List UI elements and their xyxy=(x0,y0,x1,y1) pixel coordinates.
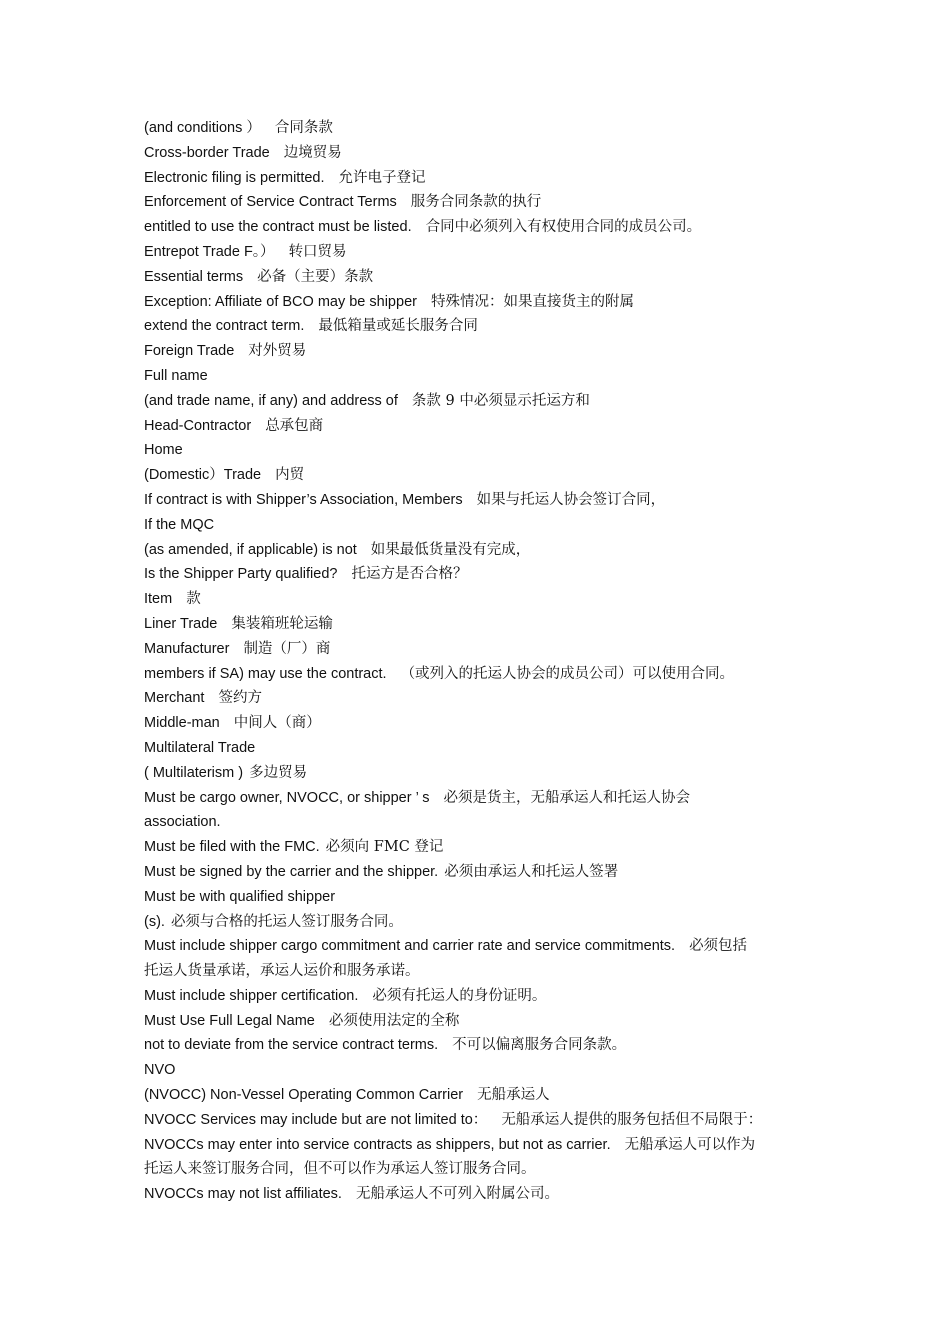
glossary-line xyxy=(144,686,808,711)
chinese-translation: 必须有托运人的身份证明。 xyxy=(372,987,547,1004)
english-term: association. xyxy=(144,814,221,831)
glossary-line xyxy=(144,637,808,662)
chinese-translation: 转口贸易 xyxy=(288,243,347,260)
glossary-line xyxy=(144,190,808,215)
english-term: NVOCCs may not list affiliates. xyxy=(144,1186,342,1203)
glossary-line xyxy=(144,1157,808,1182)
glossary-line xyxy=(144,612,808,637)
glossary-line xyxy=(144,463,808,488)
chinese-translation: 中间人（商） xyxy=(233,715,321,732)
english-term: Is the Shipper Party qualified? xyxy=(144,566,338,583)
glossary-line xyxy=(144,215,808,240)
glossary-line xyxy=(144,810,808,835)
english-term: (and trade name, if any) and address of xyxy=(144,392,398,409)
english-term: Full name xyxy=(144,367,208,384)
english-term: Middle-man xyxy=(144,715,220,732)
glossary-line xyxy=(144,240,808,265)
english-term: Essential terms xyxy=(144,268,244,285)
chinese-translation: 款 xyxy=(186,591,201,608)
chinese-translation: （或列入的托运人协会的成员公司）可以使用合同。 xyxy=(400,665,735,682)
english-term: Electronic filing is permitted. xyxy=(144,169,325,186)
chinese-translation: 签约方 xyxy=(218,690,262,707)
chinese-translation: 允许电子登记 xyxy=(338,169,426,186)
chinese-translation: 托运方是否合格？ xyxy=(351,566,468,583)
english-term: Multilateral Trade xyxy=(144,739,256,756)
chinese-translation: 集装箱班轮运输 xyxy=(231,615,333,632)
english-term: members if SA) may use the contract. xyxy=(144,665,387,682)
glossary-line xyxy=(144,984,808,1009)
glossary-line xyxy=(144,761,808,786)
glossary-line xyxy=(144,339,808,364)
chinese-translation: 必须是货主，无船承运人和托运人协会 xyxy=(443,789,691,806)
glossary-line xyxy=(144,438,808,463)
glossary-line xyxy=(144,1182,808,1207)
glossary-line xyxy=(144,141,808,166)
chinese-translation: 无船承运人不可列入附属公司。 xyxy=(355,1186,559,1203)
english-term: Manufacturer xyxy=(144,640,230,657)
english-term: ( Multilaterism ) xyxy=(144,764,244,781)
glossary-line xyxy=(144,934,808,959)
glossary-line xyxy=(144,860,808,885)
chinese-translation: 如果与托运人协会签订合同， xyxy=(476,491,666,508)
english-term: NVOCC Services may include but are not limited to： xyxy=(144,1111,488,1128)
glossary-line xyxy=(144,538,808,563)
chinese-translation: 边境贸易 xyxy=(283,144,342,161)
glossary-line xyxy=(144,513,808,538)
chinese-translation: 托运人来签订服务合同，但不可以作为承运人签订服务合同。 xyxy=(144,1161,536,1178)
glossary-line xyxy=(144,959,808,984)
english-term: Foreign Trade xyxy=(144,343,235,360)
english-term: Must include shipper certification. xyxy=(144,987,359,1004)
english-term: Must include shipper cargo commitment and carrier rate and service commitments. xyxy=(144,938,676,955)
chinese-translation: 合同条款 xyxy=(274,120,333,136)
chinese-translation: 服务合同条款的执行 xyxy=(410,194,542,211)
english-term: Must be filed with the FMC. xyxy=(144,839,320,856)
english-term: extend the contract term. xyxy=(144,318,305,335)
english-term: (NVOCC) Non-Vessel Operating Common Carrier xyxy=(144,1087,464,1104)
chinese-translation: 必须与合格的托运人签订服务合同。 xyxy=(170,913,403,930)
chinese-translation: 合同中必须列入有权使用合同的成员公司。 xyxy=(425,219,702,236)
chinese-translation: 必须包括 xyxy=(689,938,748,955)
glossary-line xyxy=(144,835,808,860)
chinese-translation: 总承包商 xyxy=(265,417,324,434)
chinese-translation: 不可以偏离服务合同条款。 xyxy=(452,1037,627,1054)
chinese-translation: 条款 9 中必须显示托运方和 xyxy=(411,392,590,409)
english-term: Must Use Full Legal Name xyxy=(144,1012,315,1029)
chinese-translation: 最低箱量或延长服务合同 xyxy=(318,318,478,335)
glossary-line xyxy=(144,265,808,290)
glossary-line xyxy=(144,1058,808,1083)
chinese-translation: 多边贸易 xyxy=(249,764,308,781)
chinese-translation: 无船承运人可以作为 xyxy=(624,1136,756,1153)
chinese-translation: 必须使用法定的全称 xyxy=(328,1012,460,1029)
english-term: If the MQC xyxy=(144,516,215,533)
chinese-translation: 必备（主要）条款 xyxy=(257,268,374,285)
glossary-line xyxy=(144,910,808,935)
english-term: Merchant xyxy=(144,690,205,707)
english-term: Must be cargo owner, NVOCC, or shipper ’ s xyxy=(144,789,430,806)
glossary-line xyxy=(144,786,808,811)
english-term: Entrepot Trade F。） xyxy=(144,243,275,260)
glossary-line xyxy=(144,1108,808,1133)
english-term: Home xyxy=(144,442,183,459)
english-term: (s). xyxy=(144,913,165,930)
glossary-line xyxy=(144,389,808,414)
english-term: Liner Trade xyxy=(144,615,218,632)
glossary-line xyxy=(144,711,808,736)
chinese-translation: 无船承运人提供的服务包括但不局限于： xyxy=(501,1111,763,1128)
english-term: Must be with qualified shipper xyxy=(144,888,336,905)
glossary-line xyxy=(144,414,808,439)
glossary-line xyxy=(144,885,808,910)
glossary-line xyxy=(144,290,808,315)
english-term: Cross-border Trade xyxy=(144,144,270,161)
glossary-line xyxy=(144,116,808,141)
english-term: (Domestic）Trade xyxy=(144,467,262,484)
glossary-line xyxy=(144,587,808,612)
chinese-translation: 必须向 FMC 登记 xyxy=(325,839,444,856)
chinese-translation: 制造（厂）商 xyxy=(243,640,331,657)
english-term: Exception: Affiliate of BCO may be shipper xyxy=(144,293,417,310)
glossary-line xyxy=(144,314,808,339)
glossary-text xyxy=(144,116,808,1207)
glossary-line xyxy=(144,562,808,587)
english-term: NVO xyxy=(144,1062,176,1079)
chinese-translation: 对外贸易 xyxy=(248,343,307,360)
english-term: (and conditions ） xyxy=(144,120,261,136)
glossary-line xyxy=(144,662,808,687)
english-term: NVOCCs may enter into service contracts as shippers, but not as carrier. xyxy=(144,1136,611,1153)
chinese-translation: 如果最低货量没有完成， xyxy=(370,541,531,558)
glossary-line xyxy=(144,736,808,761)
chinese-translation: 必须由承运人和托运人签署 xyxy=(444,863,619,880)
glossary-line xyxy=(144,166,808,191)
glossary-line xyxy=(144,488,808,513)
glossary-line xyxy=(144,1133,808,1158)
chinese-translation: 内贸 xyxy=(275,467,305,484)
english-term: Head-Contractor xyxy=(144,417,252,434)
english-term: If contract is with Shipper’s Association, Members xyxy=(144,491,463,508)
english-term: (as amended, if applicable) is not xyxy=(144,541,357,558)
chinese-translation: 特殊情况：如果直接货主的附属 xyxy=(430,293,634,310)
glossary-line xyxy=(144,1033,808,1058)
glossary-line xyxy=(144,364,808,389)
english-term: not to deviate from the service contract terms. xyxy=(144,1037,439,1054)
english-term: Must be signed by the carrier and the shipper. xyxy=(144,863,439,880)
english-term: Enforcement of Service Contract Terms xyxy=(144,194,397,211)
glossary-line xyxy=(144,1009,808,1034)
chinese-translation: 无船承运人 xyxy=(477,1087,550,1104)
glossary-line xyxy=(144,1083,808,1108)
english-term: entitled to use the contract must be listed. xyxy=(144,219,412,236)
chinese-translation: 托运人货量承诺，承运人运价和服务承诺。 xyxy=(144,963,420,980)
english-term: Item xyxy=(144,591,173,608)
